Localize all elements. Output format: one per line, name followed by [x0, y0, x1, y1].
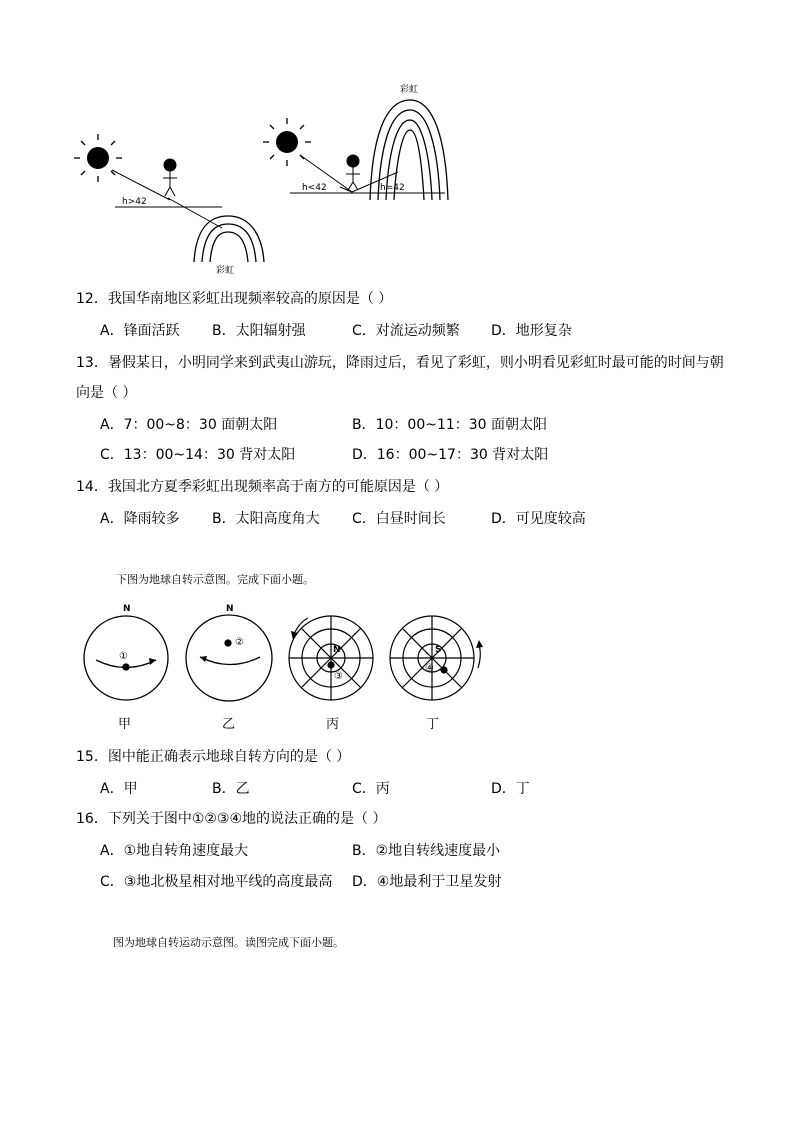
angle-label-left: h>42 — [122, 197, 147, 207]
intro-earth-rotation: 下图为地球自转示意图。完成下面小题。 — [116, 573, 314, 586]
rainbow-label-left: 彩虹 — [216, 266, 235, 276]
q15-option-a[interactable]: A．甲 — [100, 781, 138, 797]
q16-option-b[interactable]: B．②地自转线速度最小 — [352, 843, 501, 859]
q12-option-b[interactable]: B．太阳辐射强 — [212, 323, 306, 339]
globe-bing — [289, 616, 373, 700]
q13-stem-line2: 向是（ ） — [76, 385, 137, 401]
q16-option-c[interactable]: C．③地北极星相对地平线的高度最高 — [100, 874, 333, 890]
q16-option-d[interactable]: D．④地最利于卫星发射 — [352, 874, 502, 890]
q15-option-c[interactable]: C．丙 — [352, 781, 390, 797]
globe-ding — [390, 616, 483, 700]
q16-stem: 16．下列关于图中①②③④地的说法正确的是（ ） — [76, 811, 387, 827]
q15-option-d[interactable]: D．丁 — [491, 781, 530, 797]
q13-option-b[interactable]: B．10：00~11：30 面朝太阳 — [352, 417, 548, 433]
q14-stem: 14．我国北方夏季彩虹出现频率高于南方的可能原因是（ ） — [76, 479, 449, 495]
q14-option-d[interactable]: D．可见度较高 — [491, 511, 586, 527]
globe-jia-point: ① — [119, 651, 128, 662]
globe-yi — [186, 615, 272, 701]
q13-option-d[interactable]: D．16：00~17：30 背对太阳 — [352, 447, 549, 463]
rainbow-label-right: 彩虹 — [400, 85, 419, 95]
q12-option-c[interactable]: C．对流运动频繁 — [352, 323, 460, 339]
q14-option-c[interactable]: C．白昼时间长 — [352, 511, 446, 527]
q12-option-a[interactable]: A．锋面活跃 — [100, 323, 180, 339]
globe-jia-caption: 甲 — [118, 717, 132, 732]
globe-yi-caption: 乙 — [222, 717, 236, 732]
globe-jia-pole: N — [123, 604, 131, 614]
globe-bing-pole: N — [333, 645, 341, 655]
angle-label-right-right: h=42 — [380, 183, 405, 193]
q16-option-a[interactable]: A．①地自转角速度最大 — [100, 843, 249, 859]
q15-stem: 15．图中能正确表示地球自转方向的是（ ） — [76, 749, 351, 765]
globe-yi-point: ② — [235, 637, 244, 648]
q13-stem-line1: 13．暑假某日，小明同学来到武夷山游玩，降雨过后，看见了彩虹，则小明看见彩虹时最可能的时间与朝 — [76, 355, 724, 371]
globe-yi-pole: N — [226, 604, 234, 614]
globe-bing-point: ③ — [334, 671, 343, 682]
angle-label-right-left: h<42 — [302, 183, 327, 193]
globe-ding-caption: 丁 — [426, 717, 440, 732]
globe-bing-caption: 丙 — [326, 717, 340, 732]
intro-earth-rotation-2: 图为地球自转运动示意图。读图完成下面小题。 — [113, 936, 344, 949]
q12-stem: 12．我国华南地区彩虹出现频率较高的原因是（ ） — [76, 291, 393, 307]
q14-option-a[interactable]: A．降雨较多 — [100, 511, 180, 527]
globe-ding-pole: S — [435, 645, 442, 655]
q13-option-c[interactable]: C．13：00~14：30 背对太阳 — [100, 447, 296, 463]
q14-option-b[interactable]: B．太阳高度角大 — [212, 511, 320, 527]
globe-ding-point: ④ — [425, 663, 434, 674]
q12-option-d[interactable]: D．地形复杂 — [491, 323, 572, 339]
q13-option-a[interactable]: A．7：00~8：30 面朝太阳 — [100, 417, 278, 433]
q15-option-b[interactable]: B．乙 — [212, 781, 250, 797]
